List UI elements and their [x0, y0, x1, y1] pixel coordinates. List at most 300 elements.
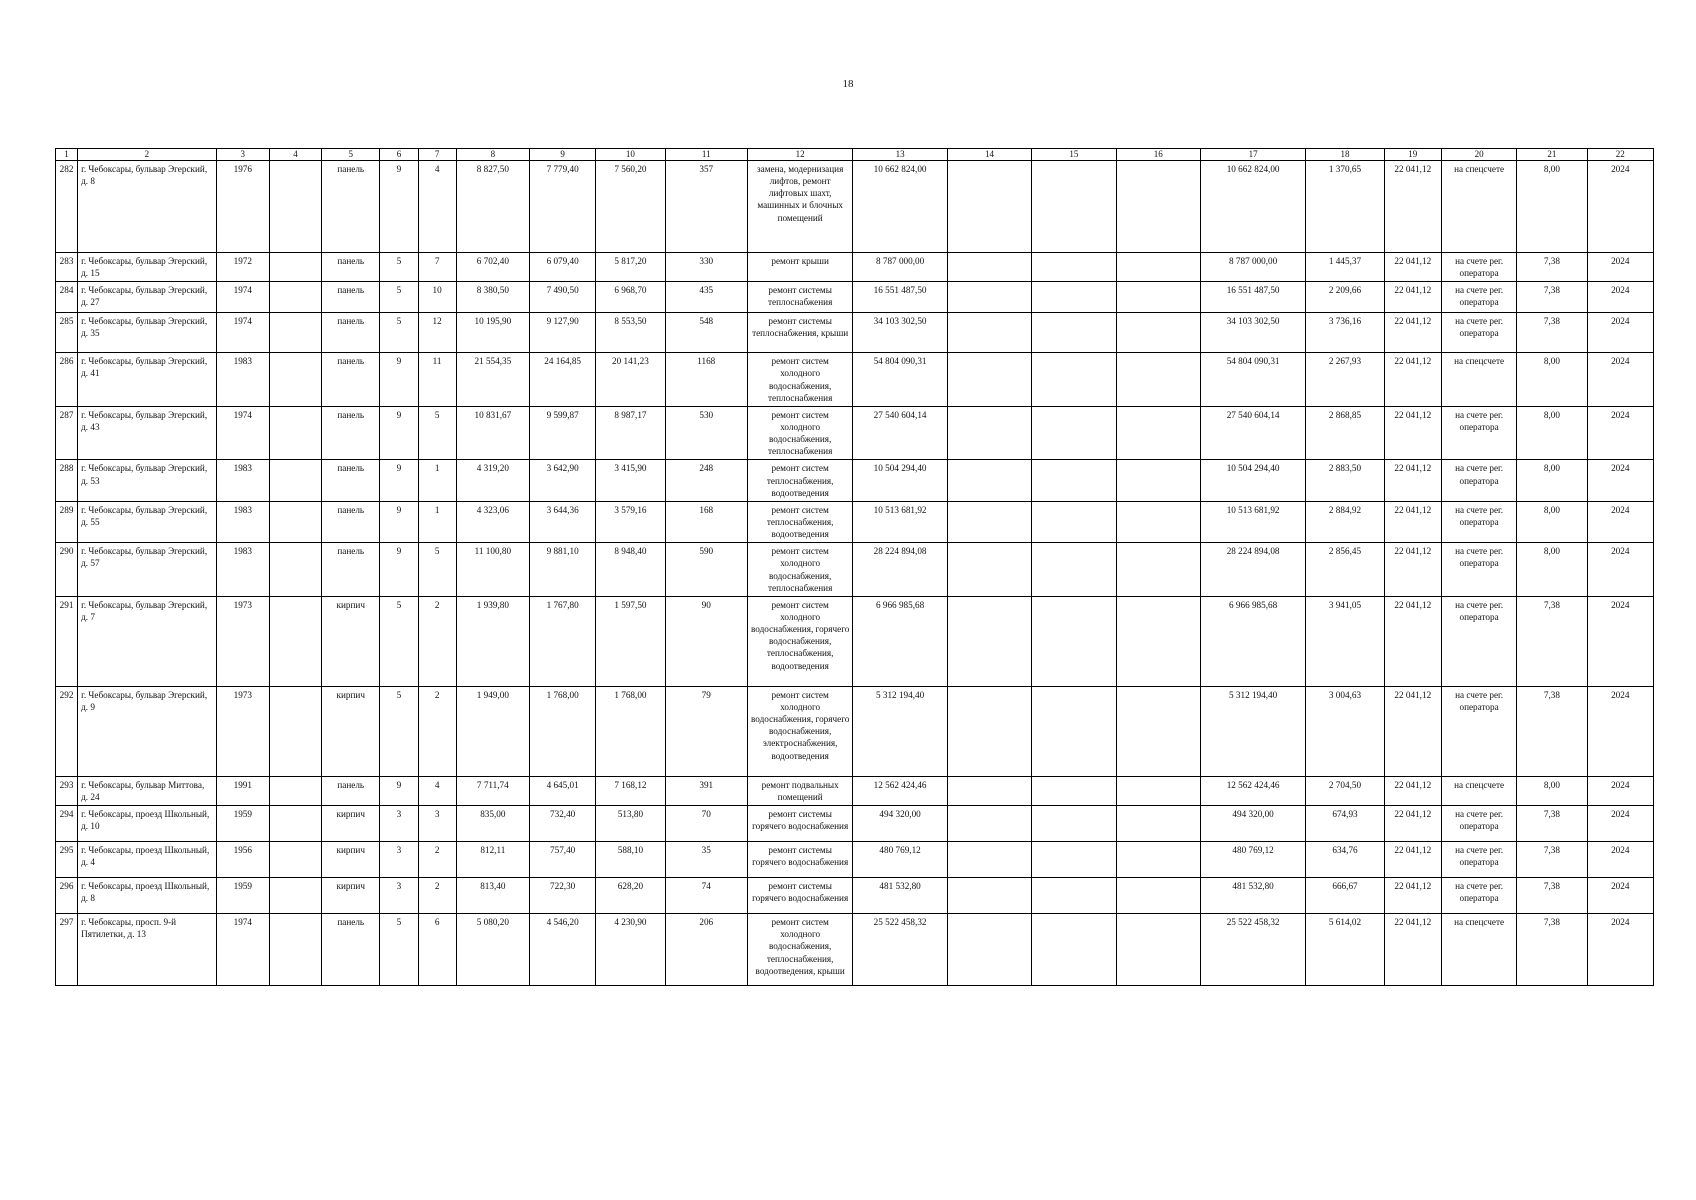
empty-cell-15: [1032, 460, 1116, 501]
empty-cell-16: [1116, 842, 1200, 878]
owned-area-cell: 5 817,20: [596, 253, 665, 282]
year-cell: 1959: [216, 806, 269, 842]
owned-area-cell: 7 168,12: [596, 776, 665, 805]
total-area-cell: 812,11: [456, 842, 529, 878]
address-cell: г. Чебоксары, проезд Школьный, д. 4: [78, 842, 217, 878]
column-number-22: 22: [1587, 149, 1653, 161]
cost-limit-cell: 22 041,12: [1384, 282, 1441, 313]
column-number-1: 1: [56, 149, 78, 161]
rate-cell: 8,00: [1517, 460, 1587, 501]
owned-area-cell: 1 768,00: [596, 686, 665, 776]
entrances-cell: 12: [418, 313, 456, 353]
entrances-cell: 2: [418, 596, 456, 686]
entrances-cell: 2: [418, 878, 456, 914]
cost-cell: 10 662 824,00: [853, 161, 947, 253]
residents-cell: 35: [665, 842, 747, 878]
living-area-cell: 9 881,10: [530, 543, 596, 597]
rate-cell: 7,38: [1517, 806, 1587, 842]
total-cost-cell: 480 769,12: [1200, 842, 1305, 878]
cost-cell: 25 522 458,32: [853, 914, 947, 986]
year-cell: 1974: [216, 914, 269, 986]
cost-limit-cell: 22 041,12: [1384, 253, 1441, 282]
column-number-2: 2: [78, 149, 217, 161]
unit-cost-cell: 2 883,50: [1306, 460, 1384, 501]
living-area-cell: 7 490,50: [530, 282, 596, 313]
unit-cost-cell: 1 370,65: [1306, 161, 1384, 253]
column-number-19: 19: [1384, 149, 1441, 161]
total-cost-cell: 16 551 487,50: [1200, 282, 1305, 313]
rate-cell: 8,00: [1517, 406, 1587, 460]
wall-material-cell: кирпич: [322, 806, 380, 842]
unit-cost-cell: 634,76: [1306, 842, 1384, 878]
empty-cell-15: [1032, 406, 1116, 460]
works-cell: ремонт систем холодного водоснабжения, горячего водоснабжения, теплоснабжения, водоотведения: [747, 596, 852, 686]
wall-material-cell: панель: [322, 776, 380, 805]
term-cell: 2024: [1587, 914, 1653, 986]
fund-method-cell: на счете рег. оператора: [1441, 406, 1516, 460]
row-number: 289: [56, 501, 78, 542]
residents-cell: 90: [665, 596, 747, 686]
year-cell: 1974: [216, 313, 269, 353]
rate-cell: 7,38: [1517, 313, 1587, 353]
floors-cell: 3: [380, 878, 418, 914]
total-area-cell: 1 949,00: [456, 686, 529, 776]
column-number-14: 14: [947, 149, 1031, 161]
year-cell: 1974: [216, 406, 269, 460]
rate-cell: 8,00: [1517, 161, 1587, 253]
table-row: [56, 914, 1654, 986]
owned-area-cell: 513,80: [596, 806, 665, 842]
year-cell: 1973: [216, 596, 269, 686]
living-area-cell: 7 779,40: [530, 161, 596, 253]
cost-limit-cell: 22 041,12: [1384, 596, 1441, 686]
term-cell: 2024: [1587, 596, 1653, 686]
empty-cell-4: [269, 543, 321, 597]
living-area-cell: 9 127,90: [530, 313, 596, 353]
empty-cell-4: [269, 914, 321, 986]
table-row: [56, 313, 1654, 353]
owned-area-cell: 8 987,17: [596, 406, 665, 460]
year-cell: 1976: [216, 161, 269, 253]
cost-limit-cell: 22 041,12: [1384, 878, 1441, 914]
total-cost-cell: 5 312 194,40: [1200, 686, 1305, 776]
cost-limit-cell: 22 041,12: [1384, 406, 1441, 460]
fund-method-cell: на спецсчете: [1441, 776, 1516, 805]
column-number-13: 13: [853, 149, 947, 161]
empty-cell-14: [947, 501, 1031, 542]
fund-method-cell: на спецсчете: [1441, 161, 1516, 253]
wall-material-cell: панель: [322, 914, 380, 986]
works-cell: ремонт систем холодного водоснабжения, теплоснабжения, водоотведения, крыши: [747, 914, 852, 986]
total-cost-cell: 54 804 090,31: [1200, 353, 1305, 407]
row-number: 288: [56, 460, 78, 501]
table-row: [56, 253, 1654, 282]
residents-cell: 70: [665, 806, 747, 842]
empty-cell-16: [1116, 406, 1200, 460]
term-cell: 2024: [1587, 878, 1653, 914]
empty-cell-4: [269, 282, 321, 313]
wall-material-cell: панель: [322, 353, 380, 407]
wall-material-cell: кирпич: [322, 878, 380, 914]
empty-cell-16: [1116, 313, 1200, 353]
table-row: [56, 543, 1654, 597]
cost-cell: 54 804 090,31: [853, 353, 947, 407]
row-number: 285: [56, 313, 78, 353]
column-number-20: 20: [1441, 149, 1516, 161]
empty-cell-15: [1032, 543, 1116, 597]
term-cell: 2024: [1587, 842, 1653, 878]
address-cell: г. Чебоксары, бульвар Эгерский, д. 53: [78, 460, 217, 501]
owned-area-cell: 8 948,40: [596, 543, 665, 597]
cost-limit-cell: 22 041,12: [1384, 161, 1441, 253]
total-area-cell: 6 702,40: [456, 253, 529, 282]
entrances-cell: 4: [418, 776, 456, 805]
empty-cell-15: [1032, 282, 1116, 313]
floors-cell: 3: [380, 806, 418, 842]
cost-cell: 34 103 302,50: [853, 313, 947, 353]
term-cell: 2024: [1587, 161, 1653, 253]
wall-material-cell: панель: [322, 161, 380, 253]
empty-cell-16: [1116, 914, 1200, 986]
rate-cell: 7,38: [1517, 686, 1587, 776]
page-number: 18: [842, 78, 854, 90]
unit-cost-cell: 3 736,16: [1306, 313, 1384, 353]
fund-method-cell: на счете рег. оператора: [1441, 501, 1516, 542]
column-number-3: 3: [216, 149, 269, 161]
empty-cell-16: [1116, 282, 1200, 313]
year-cell: 1983: [216, 353, 269, 407]
address-cell: г. Чебоксары, бульвар Миттова, д. 24: [78, 776, 217, 805]
empty-cell-16: [1116, 806, 1200, 842]
empty-cell-14: [947, 460, 1031, 501]
cost-cell: 6 966 985,68: [853, 596, 947, 686]
total-area-cell: 7 711,74: [456, 776, 529, 805]
works-cell: ремонт системы теплоснабжения: [747, 282, 852, 313]
cost-cell: 16 551 487,50: [853, 282, 947, 313]
column-number-11: 11: [665, 149, 747, 161]
row-number: 291: [56, 596, 78, 686]
works-cell: ремонт подвальных помещений: [747, 776, 852, 805]
year-cell: 1959: [216, 878, 269, 914]
rate-cell: 7,38: [1517, 596, 1587, 686]
cost-limit-cell: 22 041,12: [1384, 806, 1441, 842]
total-area-cell: 10 195,90: [456, 313, 529, 353]
residents-cell: 330: [665, 253, 747, 282]
floors-cell: 9: [380, 353, 418, 407]
table-row: [56, 878, 1654, 914]
total-cost-cell: 10 513 681,92: [1200, 501, 1305, 542]
total-area-cell: 11 100,80: [456, 543, 529, 597]
empty-cell-4: [269, 353, 321, 407]
residents-cell: 168: [665, 501, 747, 542]
living-area-cell: 722,30: [530, 878, 596, 914]
residents-cell: 1168: [665, 353, 747, 407]
owned-area-cell: 628,20: [596, 878, 665, 914]
repair-program-table: [55, 148, 1654, 986]
address-cell: г. Чебоксары, бульвар Эгерский, д. 55: [78, 501, 217, 542]
total-cost-cell: 8 787 000,00: [1200, 253, 1305, 282]
empty-cell-14: [947, 282, 1031, 313]
entrances-cell: 11: [418, 353, 456, 407]
empty-cell-15: [1032, 353, 1116, 407]
column-number-8: 8: [456, 149, 529, 161]
table-row: [56, 161, 1654, 253]
empty-cell-16: [1116, 686, 1200, 776]
owned-area-cell: 20 141,23: [596, 353, 665, 407]
owned-area-cell: 6 968,70: [596, 282, 665, 313]
living-area-cell: 4 546,20: [530, 914, 596, 986]
term-cell: 2024: [1587, 406, 1653, 460]
total-cost-cell: 27 540 604,14: [1200, 406, 1305, 460]
fund-method-cell: на счете рег. оператора: [1441, 253, 1516, 282]
empty-cell-14: [947, 406, 1031, 460]
fund-method-cell: на счете рег. оператора: [1441, 842, 1516, 878]
living-area-cell: 3 644,36: [530, 501, 596, 542]
address-cell: г. Чебоксары, бульвар Эгерский, д. 7: [78, 596, 217, 686]
total-cost-cell: 494 320,00: [1200, 806, 1305, 842]
unit-cost-cell: 2 856,45: [1306, 543, 1384, 597]
fund-method-cell: на счете рег. оператора: [1441, 460, 1516, 501]
empty-cell-14: [947, 776, 1031, 805]
wall-material-cell: панель: [322, 406, 380, 460]
term-cell: 2024: [1587, 543, 1653, 597]
total-area-cell: 1 939,80: [456, 596, 529, 686]
row-number: 282: [56, 161, 78, 253]
year-cell: 1983: [216, 460, 269, 501]
rate-cell: 8,00: [1517, 501, 1587, 542]
column-number-9: 9: [530, 149, 596, 161]
floors-cell: 9: [380, 501, 418, 542]
row-number: 283: [56, 253, 78, 282]
residents-cell: 74: [665, 878, 747, 914]
empty-cell-16: [1116, 353, 1200, 407]
total-cost-cell: 10 662 824,00: [1200, 161, 1305, 253]
table-row: [56, 596, 1654, 686]
cost-cell: 10 513 681,92: [853, 501, 947, 542]
table-row: [56, 806, 1654, 842]
floors-cell: 9: [380, 161, 418, 253]
address-cell: г. Чебоксары, бульвар Эгерский, д. 27: [78, 282, 217, 313]
empty-cell-16: [1116, 776, 1200, 805]
term-cell: 2024: [1587, 313, 1653, 353]
total-area-cell: 8 380,50: [456, 282, 529, 313]
residents-cell: 391: [665, 776, 747, 805]
empty-cell-16: [1116, 596, 1200, 686]
living-area-cell: 24 164,85: [530, 353, 596, 407]
column-number-6: 6: [380, 149, 418, 161]
cost-cell: 8 787 000,00: [853, 253, 947, 282]
column-number-21: 21: [1517, 149, 1587, 161]
total-area-cell: 10 831,67: [456, 406, 529, 460]
total-area-cell: 21 554,35: [456, 353, 529, 407]
empty-cell-15: [1032, 686, 1116, 776]
cost-limit-cell: 22 041,12: [1384, 501, 1441, 542]
fund-method-cell: на счете рег. оператора: [1441, 313, 1516, 353]
floors-cell: 9: [380, 460, 418, 501]
works-cell: ремонт систем холодного водоснабжения, горячего водоснабжения, электроснабжения, водоотведения: [747, 686, 852, 776]
total-cost-cell: 12 562 424,46: [1200, 776, 1305, 805]
entrances-cell: 5: [418, 543, 456, 597]
address-cell: г. Чебоксары, бульвар Эгерский, д. 35: [78, 313, 217, 353]
unit-cost-cell: 2 884,92: [1306, 501, 1384, 542]
cost-cell: 28 224 894,08: [853, 543, 947, 597]
floors-cell: 5: [380, 596, 418, 686]
wall-material-cell: кирпич: [322, 842, 380, 878]
empty-cell-4: [269, 313, 321, 353]
term-cell: 2024: [1587, 353, 1653, 407]
owned-area-cell: 1 597,50: [596, 596, 665, 686]
cost-cell: 5 312 194,40: [853, 686, 947, 776]
term-cell: 2024: [1587, 253, 1653, 282]
works-cell: ремонт систем теплоснабжения, водоотведения: [747, 460, 852, 501]
address-cell: г. Чебоксары, бульвар Эгерский, д. 15: [78, 253, 217, 282]
owned-area-cell: 7 560,20: [596, 161, 665, 253]
table-row: [56, 842, 1654, 878]
rate-cell: 8,00: [1517, 776, 1587, 805]
column-number-row: [56, 149, 1654, 161]
rate-cell: 8,00: [1517, 353, 1587, 407]
residents-cell: 548: [665, 313, 747, 353]
column-number-10: 10: [596, 149, 665, 161]
wall-material-cell: панель: [322, 253, 380, 282]
fund-method-cell: на счете рег. оператора: [1441, 878, 1516, 914]
address-cell: г. Чебоксары, бульвар Эгерский, д. 9: [78, 686, 217, 776]
year-cell: 1973: [216, 686, 269, 776]
floors-cell: 5: [380, 282, 418, 313]
cost-limit-cell: 22 041,12: [1384, 914, 1441, 986]
residents-cell: 590: [665, 543, 747, 597]
empty-cell-15: [1032, 878, 1116, 914]
floors-cell: 5: [380, 313, 418, 353]
rate-cell: 7,38: [1517, 878, 1587, 914]
year-cell: 1956: [216, 842, 269, 878]
entrances-cell: 2: [418, 842, 456, 878]
year-cell: 1983: [216, 543, 269, 597]
term-cell: 2024: [1587, 282, 1653, 313]
works-cell: ремонт системы горячего водоснабжения: [747, 842, 852, 878]
entrances-cell: 10: [418, 282, 456, 313]
empty-cell-14: [947, 161, 1031, 253]
term-cell: 2024: [1587, 686, 1653, 776]
fund-method-cell: на спецсчете: [1441, 353, 1516, 407]
unit-cost-cell: 2 267,93: [1306, 353, 1384, 407]
living-area-cell: 9 599,87: [530, 406, 596, 460]
cost-cell: 481 532,80: [853, 878, 947, 914]
unit-cost-cell: 2 209,66: [1306, 282, 1384, 313]
unit-cost-cell: 1 445,37: [1306, 253, 1384, 282]
rate-cell: 7,38: [1517, 914, 1587, 986]
total-cost-cell: 25 522 458,32: [1200, 914, 1305, 986]
table-row: [56, 460, 1654, 501]
cost-cell: 27 540 604,14: [853, 406, 947, 460]
works-cell: ремонт систем теплоснабжения, водоотведения: [747, 501, 852, 542]
table-row: [56, 282, 1654, 313]
total-cost-cell: 10 504 294,40: [1200, 460, 1305, 501]
cost-cell: 10 504 294,40: [853, 460, 947, 501]
owned-area-cell: 3 579,16: [596, 501, 665, 542]
empty-cell-14: [947, 914, 1031, 986]
column-number-7: 7: [418, 149, 456, 161]
living-area-cell: 1 768,00: [530, 686, 596, 776]
cost-limit-cell: 22 041,12: [1384, 313, 1441, 353]
living-area-cell: 732,40: [530, 806, 596, 842]
cost-cell: 494 320,00: [853, 806, 947, 842]
residents-cell: 435: [665, 282, 747, 313]
empty-cell-4: [269, 878, 321, 914]
rate-cell: 7,38: [1517, 253, 1587, 282]
row-number: 284: [56, 282, 78, 313]
fund-method-cell: на счете рег. оператора: [1441, 686, 1516, 776]
year-cell: 1974: [216, 282, 269, 313]
rate-cell: 7,38: [1517, 842, 1587, 878]
fund-method-cell: на счете рег. оператора: [1441, 806, 1516, 842]
empty-cell-15: [1032, 501, 1116, 542]
entrances-cell: 7: [418, 253, 456, 282]
empty-cell-14: [947, 842, 1031, 878]
table-row: [56, 406, 1654, 460]
empty-cell-15: [1032, 253, 1116, 282]
row-number: 290: [56, 543, 78, 597]
row-number: 292: [56, 686, 78, 776]
wall-material-cell: кирпич: [322, 596, 380, 686]
wall-material-cell: панель: [322, 460, 380, 501]
empty-cell-4: [269, 686, 321, 776]
unit-cost-cell: 674,93: [1306, 806, 1384, 842]
floors-cell: 3: [380, 842, 418, 878]
empty-cell-4: [269, 842, 321, 878]
empty-cell-14: [947, 313, 1031, 353]
unit-cost-cell: 666,67: [1306, 878, 1384, 914]
empty-cell-15: [1032, 806, 1116, 842]
address-cell: г. Чебоксары, бульвар Эгерский, д. 57: [78, 543, 217, 597]
owned-area-cell: 8 553,50: [596, 313, 665, 353]
empty-cell-14: [947, 878, 1031, 914]
owned-area-cell: 3 415,90: [596, 460, 665, 501]
cost-limit-cell: 22 041,12: [1384, 686, 1441, 776]
empty-cell-16: [1116, 501, 1200, 542]
cost-limit-cell: 22 041,12: [1384, 353, 1441, 407]
total-area-cell: 5 080,20: [456, 914, 529, 986]
empty-cell-4: [269, 253, 321, 282]
empty-cell-16: [1116, 460, 1200, 501]
rate-cell: 7,38: [1517, 282, 1587, 313]
floors-cell: 9: [380, 543, 418, 597]
cost-cell: 12 562 424,46: [853, 776, 947, 805]
row-number: 295: [56, 842, 78, 878]
column-number-4: 4: [269, 149, 321, 161]
empty-cell-16: [1116, 253, 1200, 282]
residents-cell: 357: [665, 161, 747, 253]
total-cost-cell: 28 224 894,08: [1200, 543, 1305, 597]
row-number: 287: [56, 406, 78, 460]
works-cell: замена, модернизация лифтов, ремонт лифтовых шахт, машинных и блочных помещений: [747, 161, 852, 253]
year-cell: 1991: [216, 776, 269, 805]
empty-cell-4: [269, 460, 321, 501]
fund-method-cell: на счете рег. оператора: [1441, 596, 1516, 686]
total-area-cell: 4 323,06: [456, 501, 529, 542]
row-number: 286: [56, 353, 78, 407]
wall-material-cell: панель: [322, 543, 380, 597]
living-area-cell: 4 645,01: [530, 776, 596, 805]
owned-area-cell: 588,10: [596, 842, 665, 878]
column-number-5: 5: [322, 149, 380, 161]
residents-cell: 79: [665, 686, 747, 776]
empty-cell-4: [269, 776, 321, 805]
empty-cell-15: [1032, 161, 1116, 253]
unit-cost-cell: 2 868,85: [1306, 406, 1384, 460]
wall-material-cell: панель: [322, 282, 380, 313]
entrances-cell: 2: [418, 686, 456, 776]
